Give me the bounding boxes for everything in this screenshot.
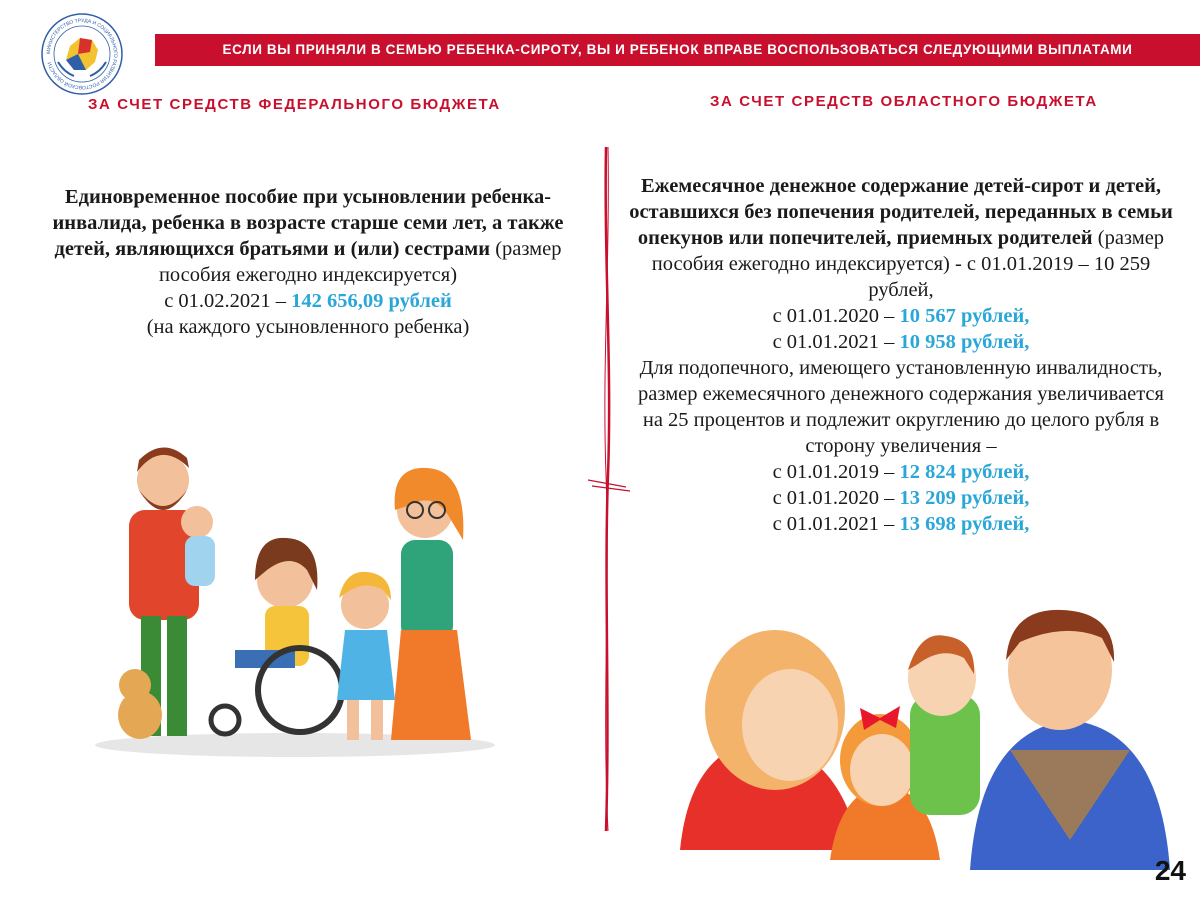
family-portrait-illustration [670, 600, 1180, 870]
regional-budget-heading: ЗА СЧЕТ СРЕДСТВ ОБЛАСТНОГО БЮДЖЕТА [710, 93, 1098, 110]
ministry-emblem-icon [40, 12, 124, 96]
regional-benefit-text [628, 173, 1174, 537]
regional-benefit-note: (размер пособия ежегодно индексируется) - с 01.01.2019 – 10 259 рублей, [651, 227, 1165, 301]
federal-budget-heading: ЗА СЧЕТ СРЕДСТВ ФЕДЕРАЛЬНОГО БЮДЖЕТА [88, 96, 501, 113]
header-banner: ЕСЛИ ВЫ ПРИНЯЛИ В СЕМЬЮ РЕБЕНКА-СИРОТУ, ВЫ И РЕБЕНОК ВПРАВЕ ВОСПОЛЬЗОВАТЬСЯ СЛЕДУЮЩИМИ ВЫПЛАТАМИ [155, 34, 1200, 66]
federal-amount: 142 656,09 рублей [291, 290, 452, 312]
disability-text: Для подопечного, имеющего установленную инвалидность, размер ежемесячного денежного содержания увеличивается на 25 процентов и подлежит округлению до целого рубля в сторону увеличения – [638, 357, 1164, 457]
disability-row: с 01.01.2021 – 13 698 рублей, [772, 513, 1030, 535]
page-number: 24 [1154, 855, 1186, 886]
disability-row: с 01.01.2019 – 12 824 рублей, [772, 461, 1030, 483]
family-with-wheelchair-illustration [95, 440, 505, 765]
regional-row: с 01.01.2020 – 10 567 рублей, [772, 305, 1030, 327]
red-divider [586, 145, 632, 835]
federal-date-prefix: с 01.02.2021 – [164, 290, 292, 312]
federal-benefit-note: (размер пособия ежегодно индексируется) [158, 238, 562, 286]
federal-benefit-title: Единовременное пособие при усыновлении ребенка-инвалида, ребенка в возрасте старше семи лет, а также детей, являющихся братьями и (или) сестрами [52, 186, 564, 260]
regional-row: с 01.01.2021 – 10 958 рублей, [772, 331, 1030, 353]
federal-footnote: (на каждого усыновленного ребенка) [146, 316, 470, 338]
logo-ring-text: МИНИСТЕРСТВО ТРУДА И СОЦИАЛЬНОГО РАЗВИТИЯ РОСТОВСКОЙ ОБЛАСТИ [45, 17, 119, 91]
disability-row: с 01.01.2020 – 13 209 рублей, [772, 487, 1030, 509]
regional-benefit-title: Ежемесячное денежное содержание детей-сирот и детей, оставшихся без попечения родителей, переданных в семьи опекунов или попечителей, приемных родителей [629, 175, 1173, 249]
federal-benefit-text [28, 184, 588, 340]
